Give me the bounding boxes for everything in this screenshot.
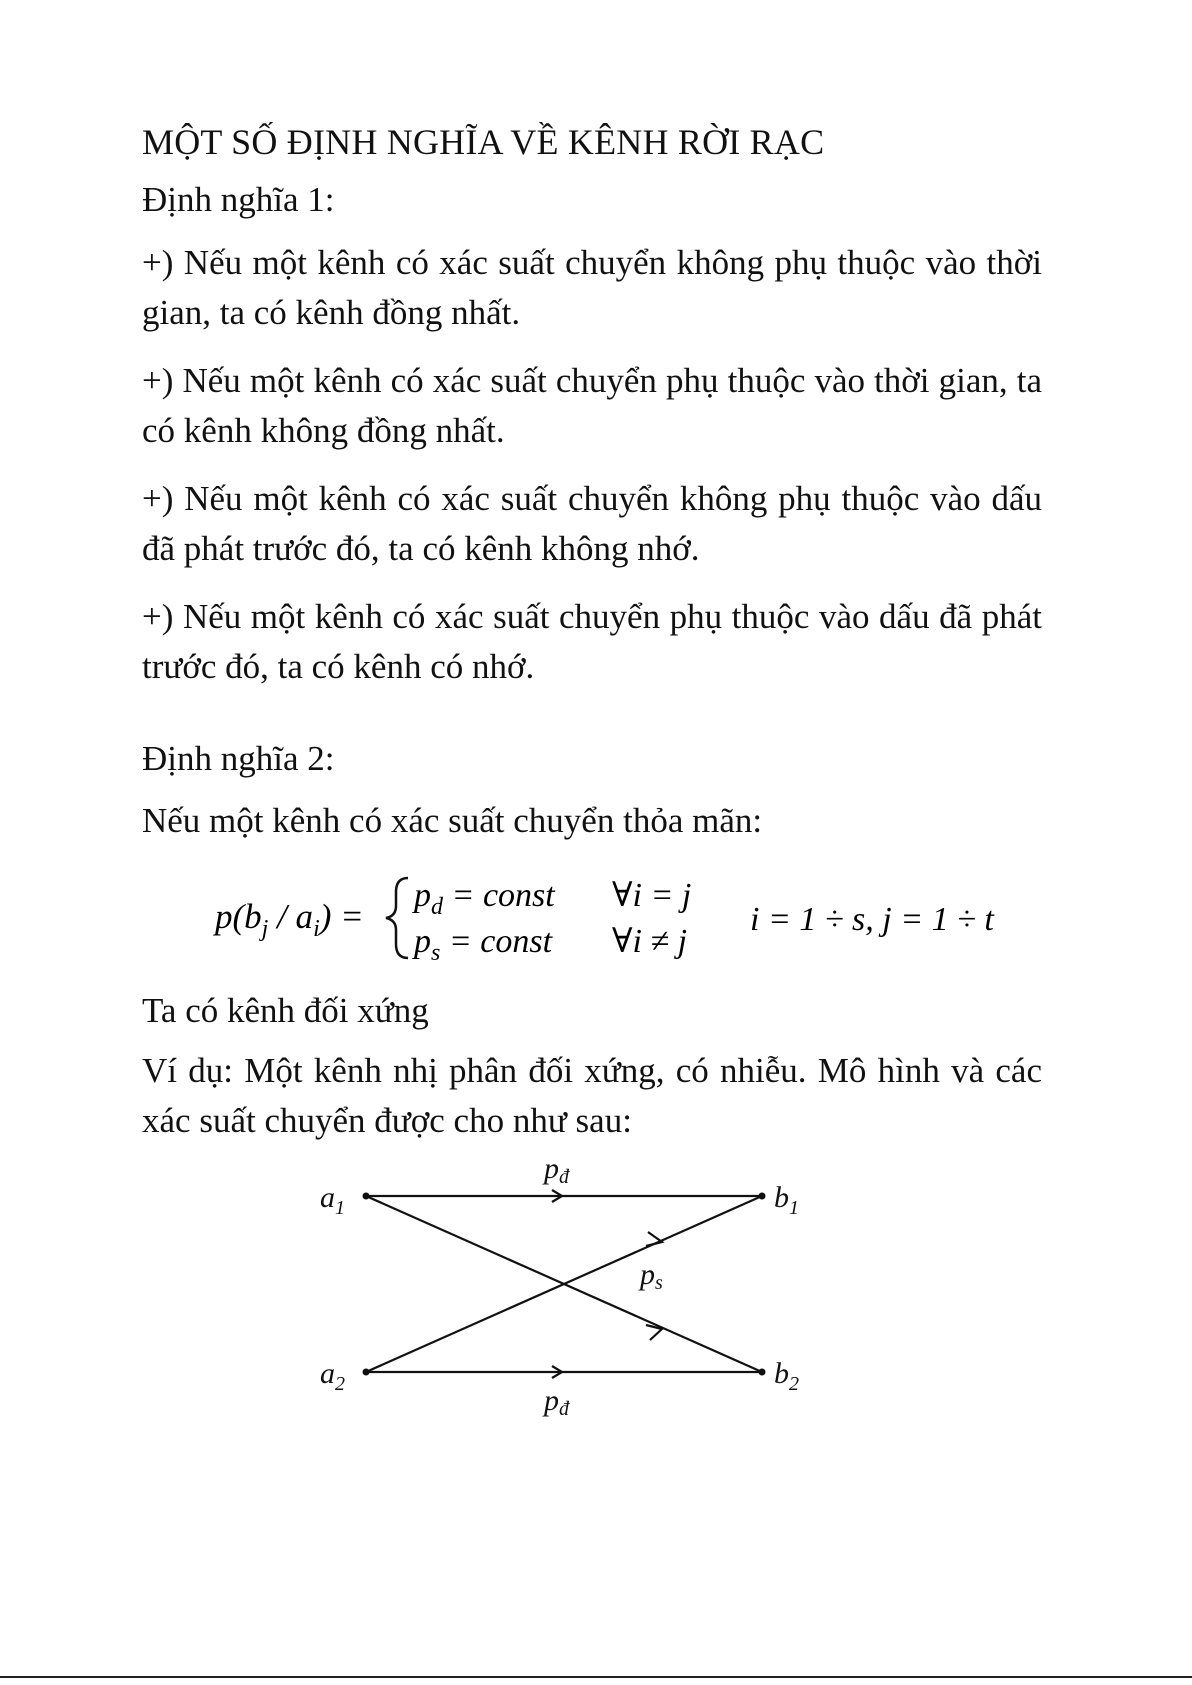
formula-row-2-condition: ∀i ≠ j bbox=[612, 923, 688, 960]
symmetric-channel-conclusion: Ta có kênh đối xứng bbox=[142, 991, 429, 1030]
arrow-icon bbox=[646, 1232, 662, 1246]
definition-1-item: +) Nếu một kênh có xác suất chuyển không phụ thuộc vào thời gian, ta có kênh đồng nhất. bbox=[142, 243, 1042, 332]
node-a1-dot bbox=[363, 1193, 370, 1200]
formula-row-1: $p_d$ = const bbox=[414, 877, 555, 920]
definition-1-heading: Định nghĩa 1: bbox=[142, 180, 335, 219]
definition-2-intro: Nếu một kênh có xác suất chuyển thỏa mãn: bbox=[142, 801, 763, 840]
node-a2-dot bbox=[363, 1369, 370, 1376]
formula-lhs: $p(b_j / a_i)$ = bbox=[215, 897, 364, 942]
edge-label-pd-bottom: pđ bbox=[544, 1384, 569, 1420]
node-a2-label: $a_2$ bbox=[320, 1357, 345, 1395]
formula-row-2: $p_s$ = const bbox=[414, 923, 553, 966]
binary-symmetric-channel-diagram bbox=[300, 1148, 840, 1428]
definition-2-heading: Định nghĩa 2: bbox=[142, 739, 335, 778]
page-title: MỘT SỐ ĐỊNH NGHĨA VỀ KÊNH RỜI RẠC bbox=[142, 122, 825, 162]
example-paragraph: Ví dụ: Một kênh nhị phân đối xứng, có nhiễu. Mô hình và các xác suất chuyển được cho như sau: bbox=[142, 1051, 1042, 1140]
node-b2-dot bbox=[759, 1369, 766, 1376]
left-brace bbox=[386, 878, 408, 958]
bottom-rule bbox=[0, 1676, 1192, 1678]
node-b2-label: $b_2$ bbox=[774, 1357, 799, 1395]
formula-row-1-condition: ∀i = j bbox=[612, 877, 692, 914]
node-b1-label: $b_1$ bbox=[774, 1181, 799, 1219]
formula-range: i = 1 ÷ s, j = 1 ÷ t bbox=[750, 901, 994, 938]
node-a1-label: $a_1$ bbox=[320, 1181, 345, 1219]
edge-label-pd-top: pđ bbox=[544, 1152, 569, 1188]
definition-1-item: +) Nếu một kênh có xác suất chuyển không phụ thuộc vào dấu đã phát trước đó, ta có kênh không nhớ. bbox=[142, 479, 1042, 568]
definition-1-item: +) Nếu một kênh có xác suất chuyển phụ thuộc vào thời gian, ta có kênh không đồng nhất. bbox=[142, 361, 1042, 450]
transition-probability-formula bbox=[210, 868, 1010, 968]
edge-label-ps: ps bbox=[640, 1258, 663, 1294]
node-b1-dot bbox=[759, 1193, 766, 1200]
definition-1-item: +) Nếu một kênh có xác suất chuyển phụ thuộc vào dấu đã phát trước đó, ta có kênh có nhớ. bbox=[142, 597, 1042, 686]
